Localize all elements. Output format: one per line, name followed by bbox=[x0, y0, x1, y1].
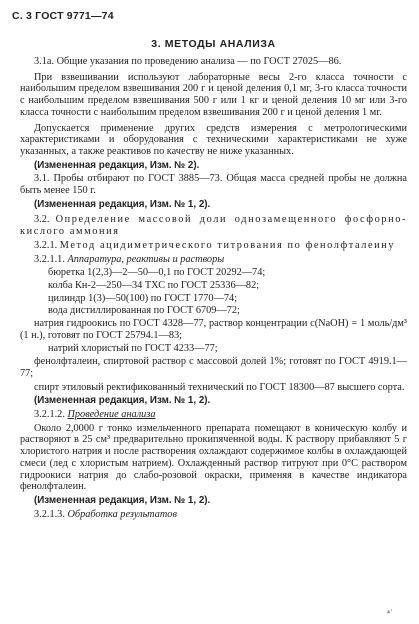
list-item: колба Кн-2—250—34 ТХС по ГОСТ 25336—82; bbox=[48, 279, 260, 291]
page-header: С. 3 ГОСТ 9771—74 bbox=[12, 10, 114, 22]
paragraph-3-2-1-2 bbox=[20, 409, 407, 421]
clause-number: 3.2.1.2. bbox=[34, 408, 65, 420]
list-item: бюретка 1(2,3)—2—50—0,1 по ГОСТ 20292—74; bbox=[48, 267, 266, 279]
clause-number: 3.2.1.1. bbox=[34, 253, 65, 265]
clause-title: Обработка результатов bbox=[67, 508, 177, 520]
list-item: цилиндр 1(3)—50(100) по ГОСТ 1770—74; bbox=[48, 292, 238, 304]
amendment-note: (Измененная редакция, Изм. № 2). bbox=[34, 159, 200, 171]
paragraph-procedure: Около 2,0000 г тонко измельченного препарата помещают в коническую колбу и растворяют в 25 см³ предварительно прокипяченной воды. К раствору прибавляют 5 г хлористого натрия и после растворения охлаждают содержимое колбы в охлаждающей смеси (лед с хлористым натрием). Охлажденный раствор титруют при 0°С раствором гидроокиси натрия до слабо-розовой окраски, применяя в качестве индикатора фенолфталеин. bbox=[20, 422, 407, 493]
clause-title: Аппаратура, реактивы и растворы bbox=[67, 253, 225, 265]
amendment-note: (Измененная редакция, Изм. № 1, 2). bbox=[34, 198, 211, 210]
list-item: вода дистиллированная по ГОСТ 6709—72; bbox=[48, 305, 240, 317]
clause-title: Определение массовой доли однозамещенного фосфорно-кислого аммония bbox=[20, 214, 408, 238]
equipment-list bbox=[20, 267, 407, 393]
paragraph-weighing: При взвешивании используют лабораторные весы 2-го класса точности с наибольшим пределом взвешивания 200 г и ценой деления 0,1 мг, 3-го класса точности с наибольшим пределом взвешивания 500 г или 1 кг и ценой деления 10 мг или 3-го класса точности с наибольшим пределом взвешивания 200 г и ценой деления 1 мг. bbox=[20, 71, 407, 118]
list-item: натрия гидроокись по ГОСТ 4328—77, раствор концентрации c(NaOH) = 1 моль/дм³ (1 н.), готовят по ГОСТ 25794.1—83; bbox=[20, 318, 407, 341]
clause-title: Проведение анализа bbox=[67, 408, 156, 420]
paragraph-3-2-1-3 bbox=[20, 509, 407, 521]
list-item: спирт этиловый ректификованный технический по ГОСТ 18300—87 высшего сорта. bbox=[34, 381, 405, 393]
clause-number: 3.2.1.3. bbox=[34, 508, 65, 520]
clause-number: 3.2.1. bbox=[34, 239, 58, 251]
paragraph-3-1a: 3.1а. Общие указания по проведению анализа — по ГОСТ 27025—86. bbox=[34, 56, 342, 67]
paragraph-3-2 bbox=[20, 214, 407, 237]
scan-mark: ⁴˙ bbox=[386, 608, 393, 618]
paragraph-3-2-1 bbox=[20, 240, 407, 252]
document-body bbox=[20, 56, 407, 520]
amendment-note: (Измененная редакция, Изм. № 1, 2). bbox=[34, 494, 211, 506]
amendment-note: (Измененная редакция, Изм. № 1, 2). bbox=[34, 395, 211, 407]
clause-title: Метод ацидиметрического титрования по фенолфталеину bbox=[59, 239, 396, 251]
clause-number: 3.2. bbox=[34, 214, 50, 226]
paragraph-3-1: 3.1. Пробы отбирают по ГОСТ 3885—73. Общая масса средней пробы не должна быть менее 150 г. bbox=[20, 173, 407, 197]
list-item: фенолфталеин, спиртовой раствор с массовой долей 1%; готовят по ГОСТ 4919.1—77; bbox=[20, 356, 407, 379]
paragraph-allowance: Допускается применение других средств измерения с метрологическими характеристиками и оборудования с техническими характеристиками не хуже указанных, а также реактивов по качеству не ниже указанных. bbox=[20, 122, 407, 157]
list-item: натрий хлористый по ГОСТ 4233—77; bbox=[48, 343, 218, 355]
paragraph-3-2-1-1 bbox=[20, 254, 407, 266]
section-title: 3. МЕТОДЫ АНАЛИЗА bbox=[151, 38, 276, 50]
